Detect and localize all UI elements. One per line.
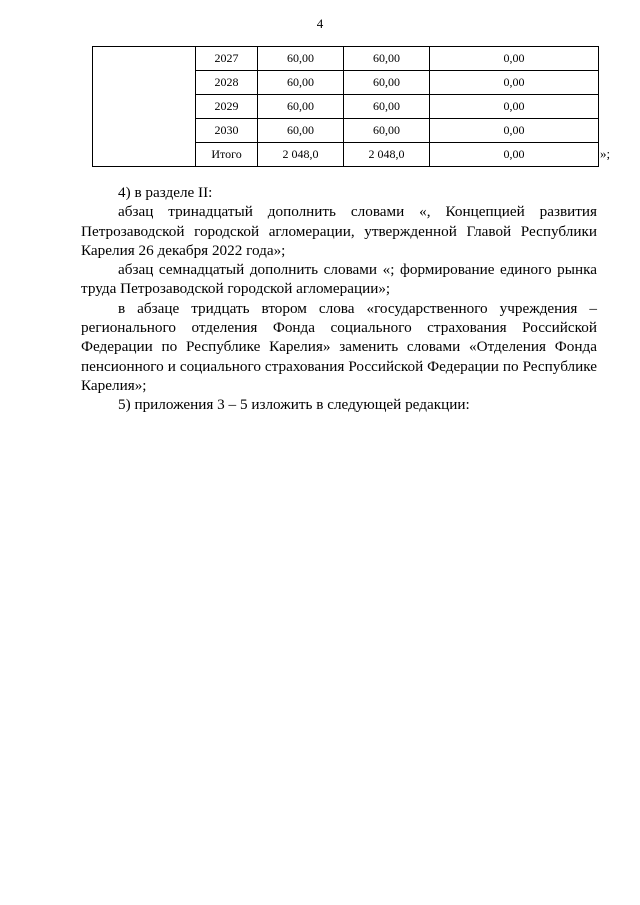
table-cell-year: 2029 [196,95,258,119]
paragraph-section-heading: 4) в разделе II: [118,184,213,201]
table-empty-cell [93,47,196,167]
table-closing-quote: »; [600,146,611,161]
table-cell: 0,00 [430,95,599,119]
table-cell: 60,00 [344,71,430,95]
document-body [81,183,597,415]
table-cell: 0,00 [430,143,599,167]
table-cell-year: 2030 [196,119,258,143]
table-row [93,47,599,71]
table-cell: 60,00 [258,47,344,71]
table-cell: 60,00 [344,119,430,143]
paragraph-appendix-note: 5) приложения 3 – 5 изложить в следующей редакции: [118,396,470,414]
table-cell: 0,00 [430,47,599,71]
page-number: 4 [316,16,324,31]
table-cell: 0,00 [430,71,599,95]
table-cell-year: 2027 [196,47,258,71]
table-cell: 60,00 [258,71,344,95]
paragraph-amendment: в абзаце тридцать втором слова «государственного учреждения – регионального отделения Фонда социального страхования Российской Федерации по Республике Карелия» заменить словами «Отделения Фонда пенсионного и социального страхования Российской Федерации по Республике Карелия»; [81,299,597,394]
table-cell: 60,00 [258,95,344,119]
paragraph-amendment: абзац тринадцатый дополнить словами «, Концепцией развития Петрозаводской городской агломерации, утвержденной Главой Республики Карелия 26 декабря 2022 года»; [81,203,597,259]
table-cell: 60,00 [344,95,430,119]
paragraph-amendment: абзац семнадцатый дополнить словами «; формирование единого рынка труда Петрозаводской городской агломерации»; [81,261,597,298]
table-cell: 60,00 [258,119,344,143]
table-cell: 60,00 [344,47,430,71]
table-cell-year: 2028 [196,71,258,95]
table-cell: 2 048,0 [344,143,430,167]
table-cell: 2 048,0 [258,143,344,167]
table-cell-total-label: Итого [196,143,258,167]
funding-table [92,46,599,167]
table-cell: 0,00 [430,119,599,143]
